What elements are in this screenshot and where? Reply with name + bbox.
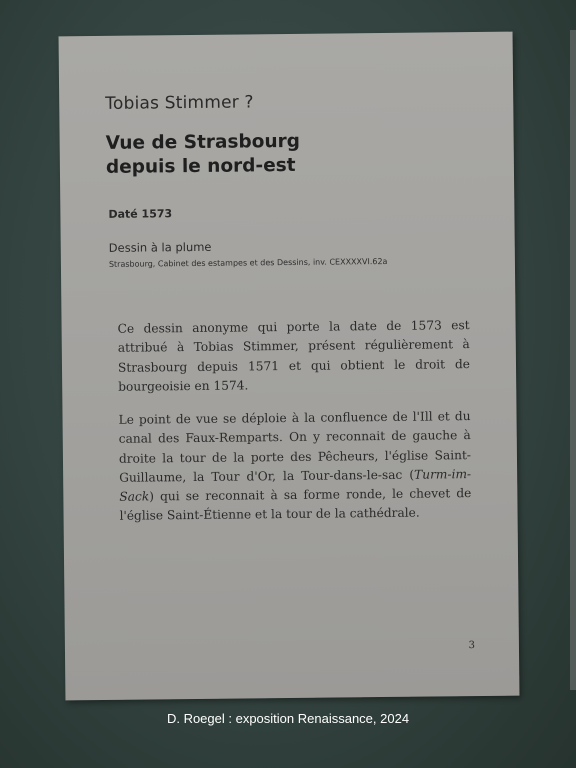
photo-credit-caption: D. Roegel : exposition Renaissance, 2024	[166, 711, 410, 726]
artwork-title-line1: Vue de Strasbourg	[105, 130, 301, 154]
paragraph-2-italic-term: Turm-im-Sack	[119, 466, 472, 504]
adjacent-frame-edge	[570, 30, 576, 690]
label-number: 3	[468, 640, 475, 652]
paragraph-2-text-a: Le point de vue se déploie à la confluence de l'Ill et du canal des Faux-Remparts. On y reconnait de gauche à droite la tour de la porte des Pêcheurs, l'église Saint-Guillaume, la Tour d'Or, la Tour-dans-le-sac (	[118, 409, 472, 485]
artist-name: Tobias Stimmer ?	[105, 92, 254, 114]
artwork-title	[106, 128, 436, 179]
artwork-date: Daté 1573	[108, 207, 173, 221]
paragraph-2-text-b: ) qui se reconnait à sa forme ronde, le chevet de l'église Saint-Étienne et la tour de la cathédrale.	[119, 486, 472, 524]
artwork-collection: Strasbourg, Cabinet des estampes et des Dessins, inv. CEXXXXVI.62a	[108, 256, 388, 269]
description-paragraph-2	[118, 407, 471, 526]
artwork-technique: Dessin à la plume	[108, 239, 212, 255]
description-paragraph-1: Ce dessin anonyme qui porte la date de 1573 est attribué à Tobias Stimmer, présent régulièrement à Strasbourg depuis 1571 et qui obtient le droit de bourgeoisie en 1574.	[117, 318, 471, 394]
artwork-title-line2: depuis le nord-est	[105, 154, 296, 178]
museum-label-card	[59, 32, 520, 701]
